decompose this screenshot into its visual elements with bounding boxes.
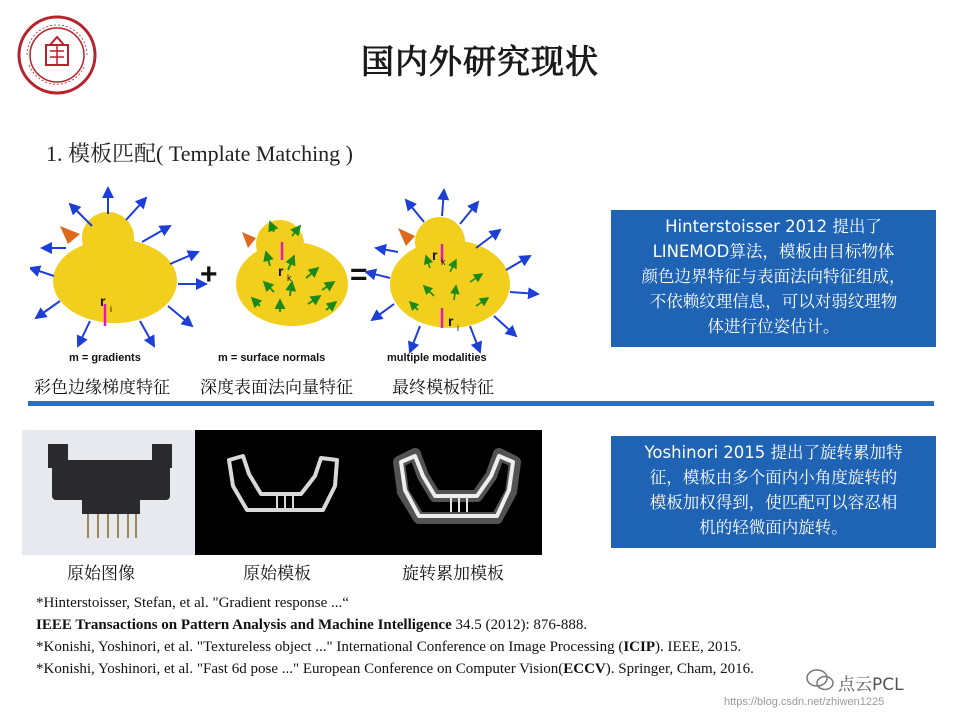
callout-rotation-line: 征，模板由多个面内小角度旋转的 (649, 468, 898, 487)
callout-linemod-line: 体进行位姿估计。 (707, 317, 840, 336)
caption-color-gradient: 彩色边缘梯度特征 (34, 378, 170, 398)
svg-text:r: r (432, 247, 438, 263)
caption-original-image: 原始图像 (67, 564, 135, 584)
divider-line (28, 401, 934, 406)
caption-original-template: 原始模板 (243, 564, 311, 584)
equals-operator: = (350, 258, 368, 291)
callout-rotation-line: 模板加权得到，使匹配可以容忍相 (649, 493, 898, 512)
callout-rotation (611, 436, 936, 548)
original-template-image (199, 430, 369, 555)
callout-linemod-line: LINEMOD算法，模板由目标物体 (652, 242, 895, 261)
caption-depth-normal: 深度表面法向量特征 (200, 378, 353, 398)
label-surface-normals: m = surface normals (218, 352, 326, 364)
reference-line: *Konishi, Yoshinori, et al. "Textureless object ..." International Conference on Image Processing (ICIP). IEEE, 2015. (36, 639, 742, 655)
caption-final-template: 最终模板特征 (392, 378, 494, 398)
duck-gradients-image (30, 188, 206, 346)
duck-multiple-modalities-image (366, 190, 538, 352)
watermark-text: 点云PCL (838, 675, 904, 695)
callout-rotation-line: Yoshinori 2015 提出了旋转累加特 (644, 443, 903, 462)
reference-line: *Konishi, Yoshinori, et al. "Fast 6d pose ..." European Conference on Computer Vision(ECCV). Springer, Cham, 2016. (36, 661, 754, 677)
callout-linemod (611, 210, 936, 347)
plus-operator: + (200, 258, 218, 291)
linemod-modalities-figure (30, 186, 590, 376)
svg-text:k: k (287, 273, 292, 283)
svg-text:r: r (448, 313, 454, 329)
duck-surface-normals-image (236, 220, 348, 326)
wechat-icon (806, 668, 834, 692)
svg-text:i: i (457, 323, 459, 333)
callout-linemod-line: 颜色边界特征与表面法向特征组成， (641, 267, 906, 286)
svg-text:r: r (278, 263, 284, 279)
page-title: 国内外研究现状 (361, 42, 599, 81)
caption-rotation-template: 旋转累加模板 (402, 564, 504, 584)
original-image-photo (22, 430, 195, 555)
references-list (36, 592, 936, 680)
svg-text:k: k (441, 257, 446, 267)
reference-line: IEEE Transactions on Pattern Analysis and Machine Intelligence 34.5 (2012): 876-888. (36, 617, 588, 633)
callout-linemod-line: Hinterstoisser 2012 提出了 (665, 217, 882, 236)
callout-rotation-line: 机的轻微面内旋转。 (699, 518, 848, 537)
svg-text:i: i (110, 304, 112, 314)
section-heading: 1. 模板匹配( Template Matching ) (46, 141, 354, 166)
watermark-url: https://blog.csdn.net/zhiwen1225 (724, 696, 885, 708)
svg-text:r: r (100, 293, 106, 309)
label-gradients: m = gradients (69, 352, 141, 364)
label-multiple-modalities: multiple modalities (387, 352, 487, 364)
reference-line: *Hinterstoisser, Stefan, et al. "Gradient response ...“ (36, 595, 349, 611)
rotation-accumulated-template-image (373, 430, 542, 555)
template-images-strip (22, 430, 542, 555)
callout-linemod-line: 不依赖纹理信息，可以对弱纹理物 (649, 292, 898, 311)
